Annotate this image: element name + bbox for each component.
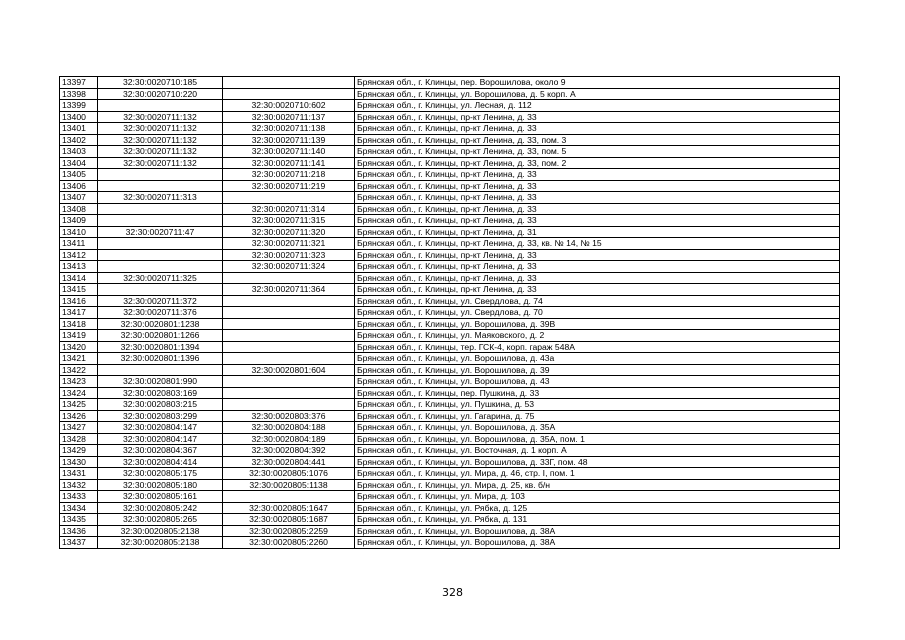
table-row <box>60 192 840 204</box>
table-row <box>60 514 840 526</box>
table-row <box>60 376 840 388</box>
object-cadastral-number-cell <box>223 353 355 365</box>
address-cell: Брянская обл., г. Клинцы, пр-кт Ленина, д. 33 <box>355 249 840 261</box>
row-number-cell: 13406 <box>60 180 98 192</box>
table-row <box>60 146 840 158</box>
object-cadastral-number-cell: 32:30:0020805:1647 <box>223 502 355 514</box>
table-row <box>60 330 840 342</box>
object-cadastral-number-cell <box>223 330 355 342</box>
address-cell: Брянская обл., г. Клинцы, ул. Ворошилова, д. 38А <box>355 525 840 537</box>
object-cadastral-number-cell: 32:30:0020801:604 <box>223 364 355 376</box>
cadastral-number-cell <box>98 169 223 181</box>
row-number-cell: 13400 <box>60 111 98 123</box>
table-row <box>60 387 840 399</box>
object-cadastral-number-cell: 32:30:0020805:2260 <box>223 537 355 549</box>
address-cell: Брянская обл., г. Клинцы, ул. Ворошилова, д. 39В <box>355 318 840 330</box>
object-cadastral-number-cell: 32:30:0020710:602 <box>223 100 355 112</box>
row-number-cell: 13422 <box>60 364 98 376</box>
row-number-cell: 13398 <box>60 88 98 100</box>
object-cadastral-number-cell: 32:30:0020711:364 <box>223 284 355 296</box>
address-cell: Брянская обл., г. Клинцы, ул. Ворошилова, д. 33Г, пом. 48 <box>355 456 840 468</box>
cadastral-number-cell <box>98 261 223 273</box>
address-cell: Брянская обл., г. Клинцы, пр-кт Ленина, д. 33 <box>355 215 840 227</box>
cadastral-number-cell <box>98 284 223 296</box>
cadastral-number-cell: 32:30:0020711:132 <box>98 123 223 135</box>
row-number-cell: 13403 <box>60 146 98 158</box>
table-row <box>60 479 840 491</box>
cadastral-number-cell: 32:30:0020805:175 <box>98 468 223 480</box>
cadastral-number-cell <box>98 249 223 261</box>
address-cell: Брянская обл., г. Клинцы, пр-кт Ленина, д. 33 <box>355 261 840 273</box>
address-cell: Брянская обл., г. Клинцы, пр-кт Ленина, д. 33 <box>355 169 840 181</box>
cadastral-number-cell: 32:30:0020711:376 <box>98 307 223 319</box>
cadastral-number-cell: 32:30:0020801:1394 <box>98 341 223 353</box>
row-number-cell: 13410 <box>60 226 98 238</box>
object-cadastral-number-cell <box>223 387 355 399</box>
row-number-cell: 13408 <box>60 203 98 215</box>
cadastral-number-cell: 32:30:0020711:313 <box>98 192 223 204</box>
table-row <box>60 100 840 112</box>
cadastral-number-cell: 32:30:0020805:2138 <box>98 525 223 537</box>
cadastral-number-cell: 32:30:0020805:161 <box>98 491 223 503</box>
address-cell: Брянская обл., г. Клинцы, пр-кт Ленина, д. 33 <box>355 284 840 296</box>
object-cadastral-number-cell: 32:30:0020805:1076 <box>223 468 355 480</box>
cadastral-number-cell: 32:30:0020803:169 <box>98 387 223 399</box>
cadastral-number-cell: 32:30:0020801:1238 <box>98 318 223 330</box>
table-row <box>60 180 840 192</box>
address-cell: Брянская обл., г. Клинцы, ул. Восточная, д. 1 корп. А <box>355 445 840 457</box>
table-row <box>60 353 840 365</box>
cadastral-number-cell: 32:30:0020803:215 <box>98 399 223 411</box>
table-row <box>60 410 840 422</box>
cadastral-number-cell: 32:30:0020711:132 <box>98 157 223 169</box>
cadastral-number-cell <box>98 215 223 227</box>
object-cadastral-number-cell: 32:30:0020804:189 <box>223 433 355 445</box>
object-cadastral-number-cell: 32:30:0020711:141 <box>223 157 355 169</box>
object-cadastral-number-cell: 32:30:0020805:1687 <box>223 514 355 526</box>
cadastral-number-cell: 32:30:0020804:367 <box>98 445 223 457</box>
row-number-cell: 13427 <box>60 422 98 434</box>
cadastral-number-cell <box>98 180 223 192</box>
object-cadastral-number-cell: 32:30:0020711:315 <box>223 215 355 227</box>
address-cell: Брянская обл., г. Клинцы, ул. Ворошилова, д. 39 <box>355 364 840 376</box>
object-cadastral-number-cell <box>223 77 355 89</box>
cadastral-number-cell: 32:30:0020710:220 <box>98 88 223 100</box>
table-row <box>60 433 840 445</box>
object-cadastral-number-cell <box>223 376 355 388</box>
address-cell: Брянская обл., г. Клинцы, пр-кт Ленина, д. 33, пом. 3 <box>355 134 840 146</box>
address-cell: Брянская обл., г. Клинцы, ул. Мира, д. 25, кв. б/н <box>355 479 840 491</box>
object-cadastral-number-cell: 32:30:0020711:218 <box>223 169 355 181</box>
table-row <box>60 226 840 238</box>
table-row <box>60 169 840 181</box>
address-cell: Брянская обл., г. Клинцы, ул. Рябка, д. 125 <box>355 502 840 514</box>
row-number-cell: 13411 <box>60 238 98 250</box>
table-row <box>60 341 840 353</box>
object-cadastral-number-cell <box>223 192 355 204</box>
cadastral-number-cell: 32:30:0020801:1396 <box>98 353 223 365</box>
object-cadastral-number-cell: 32:30:0020711:323 <box>223 249 355 261</box>
row-number-cell: 13429 <box>60 445 98 457</box>
table-row <box>60 284 840 296</box>
cadastral-number-cell: 32:30:0020805:2138 <box>98 537 223 549</box>
address-cell: Брянская обл., г. Клинцы, пр-кт Ленина, д. 33 <box>355 180 840 192</box>
cadastral-number-cell: 32:30:0020711:372 <box>98 295 223 307</box>
address-cell: Брянская обл., г. Клинцы, ул. Маяковского, д. 2 <box>355 330 840 342</box>
row-number-cell: 13432 <box>60 479 98 491</box>
table-row <box>60 537 840 549</box>
object-cadastral-number-cell: 32:30:0020804:392 <box>223 445 355 457</box>
address-cell: Брянская обл., г. Клинцы, ул. Мира, д. 103 <box>355 491 840 503</box>
address-cell: Брянская обл., г. Клинцы, пр-кт Ленина, д. 33 <box>355 123 840 135</box>
row-number-cell: 13428 <box>60 433 98 445</box>
cadastral-number-cell <box>98 364 223 376</box>
row-number-cell: 13402 <box>60 134 98 146</box>
table-row <box>60 525 840 537</box>
table-row <box>60 399 840 411</box>
address-cell: Брянская обл., г. Клинцы, тер. ГСК-4, корп. гараж 548А <box>355 341 840 353</box>
object-cadastral-number-cell: 32:30:0020803:376 <box>223 410 355 422</box>
address-cell: Брянская обл., г. Клинцы, пр-кт Ленина, д. 33, пом. 2 <box>355 157 840 169</box>
cadastral-number-cell: 32:30:0020710:185 <box>98 77 223 89</box>
address-cell: Брянская обл., г. Клинцы, ул. Ворошилова, д. 5 корп. А <box>355 88 840 100</box>
address-cell: Брянская обл., г. Клинцы, ул. Рябка, д. 131 <box>355 514 840 526</box>
address-cell: Брянская обл., г. Клинцы, пер. Ворошилова, около 9 <box>355 77 840 89</box>
cadastral-number-cell: 32:30:0020805:180 <box>98 479 223 491</box>
row-number-cell: 13413 <box>60 261 98 273</box>
address-cell: Брянская обл., г. Клинцы, ул. Мира, д. 46, стр. I, пом. 1 <box>355 468 840 480</box>
object-cadastral-number-cell <box>223 88 355 100</box>
cadastral-number-cell: 32:30:0020711:325 <box>98 272 223 284</box>
table-row <box>60 157 840 169</box>
address-cell: Брянская обл., г. Клинцы, ул. Свердлова, д. 74 <box>355 295 840 307</box>
cadastral-number-cell: 32:30:0020804:147 <box>98 422 223 434</box>
row-number-cell: 13418 <box>60 318 98 330</box>
table-row <box>60 318 840 330</box>
row-number-cell: 13401 <box>60 123 98 135</box>
cadastral-number-cell: 32:30:0020711:132 <box>98 111 223 123</box>
object-cadastral-number-cell <box>223 307 355 319</box>
table-row <box>60 88 840 100</box>
table-row <box>60 364 840 376</box>
cadastral-number-cell: 32:30:0020801:990 <box>98 376 223 388</box>
table-row <box>60 77 840 89</box>
registry-table <box>59 76 840 549</box>
object-cadastral-number-cell <box>223 272 355 284</box>
address-cell: Брянская обл., г. Клинцы, пр-кт Ленина, д. 33 <box>355 272 840 284</box>
table-row <box>60 272 840 284</box>
table-row <box>60 215 840 227</box>
cadastral-number-cell <box>98 100 223 112</box>
table-row <box>60 238 840 250</box>
cadastral-number-cell: 32:30:0020711:132 <box>98 134 223 146</box>
row-number-cell: 13417 <box>60 307 98 319</box>
address-cell: Брянская обл., г. Клинцы, ул. Лесная, д. 112 <box>355 100 840 112</box>
cadastral-number-cell: 32:30:0020801:1266 <box>98 330 223 342</box>
registry-table-body <box>60 77 840 549</box>
object-cadastral-number-cell: 32:30:0020711:314 <box>223 203 355 215</box>
object-cadastral-number-cell: 32:30:0020805:2259 <box>223 525 355 537</box>
cadastral-number-cell: 32:30:0020803:299 <box>98 410 223 422</box>
address-cell: Брянская обл., г. Клинцы, пр-кт Ленина, д. 33, кв. № 14, № 15 <box>355 238 840 250</box>
address-cell: Брянская обл., г. Клинцы, ул. Ворошилова, д. 43 <box>355 376 840 388</box>
object-cadastral-number-cell: 32:30:0020711:324 <box>223 261 355 273</box>
object-cadastral-number-cell: 32:30:0020711:320 <box>223 226 355 238</box>
object-cadastral-number-cell: 32:30:0020711:139 <box>223 134 355 146</box>
page-number: 328 <box>442 586 463 599</box>
address-cell: Брянская обл., г. Клинцы, ул. Ворошилова, д. 35А <box>355 422 840 434</box>
address-cell: Брянская обл., г. Клинцы, пр-кт Ленина, д. 31 <box>355 226 840 238</box>
object-cadastral-number-cell <box>223 318 355 330</box>
row-number-cell: 13414 <box>60 272 98 284</box>
address-cell: Брянская обл., г. Клинцы, ул. Ворошилова, д. 35А, пом. 1 <box>355 433 840 445</box>
row-number-cell: 13405 <box>60 169 98 181</box>
table-row <box>60 134 840 146</box>
table-row <box>60 123 840 135</box>
table-row <box>60 111 840 123</box>
row-number-cell: 13435 <box>60 514 98 526</box>
row-number-cell: 13399 <box>60 100 98 112</box>
cadastral-number-cell <box>98 238 223 250</box>
address-cell: Брянская обл., г. Клинцы, пр-кт Ленина, д. 33 <box>355 111 840 123</box>
table-row <box>60 445 840 457</box>
cadastral-number-cell: 32:30:0020804:147 <box>98 433 223 445</box>
row-number-cell: 13412 <box>60 249 98 261</box>
table-row <box>60 203 840 215</box>
address-cell: Брянская обл., г. Клинцы, пр-кт Ленина, д. 33, пом. 5 <box>355 146 840 158</box>
object-cadastral-number-cell: 32:30:0020805:1138 <box>223 479 355 491</box>
object-cadastral-number-cell: 32:30:0020711:140 <box>223 146 355 158</box>
object-cadastral-number-cell: 32:30:0020804:441 <box>223 456 355 468</box>
row-number-cell: 13424 <box>60 387 98 399</box>
table-row <box>60 502 840 514</box>
cadastral-number-cell: 32:30:0020711:47 <box>98 226 223 238</box>
object-cadastral-number-cell: 32:30:0020804:188 <box>223 422 355 434</box>
cadastral-number-cell: 32:30:0020805:265 <box>98 514 223 526</box>
object-cadastral-number-cell: 32:30:0020711:219 <box>223 180 355 192</box>
row-number-cell: 13409 <box>60 215 98 227</box>
table-row <box>60 491 840 503</box>
row-number-cell: 13404 <box>60 157 98 169</box>
row-number-cell: 13420 <box>60 341 98 353</box>
row-number-cell: 13425 <box>60 399 98 411</box>
cadastral-number-cell <box>98 203 223 215</box>
row-number-cell: 13430 <box>60 456 98 468</box>
address-cell: Брянская обл., г. Клинцы, пр-кт Ленина, д. 33 <box>355 192 840 204</box>
address-cell: Брянская обл., г. Клинцы, ул. Ворошилова, д. 38А <box>355 537 840 549</box>
table-row <box>60 307 840 319</box>
row-number-cell: 13436 <box>60 525 98 537</box>
row-number-cell: 13419 <box>60 330 98 342</box>
object-cadastral-number-cell <box>223 491 355 503</box>
row-number-cell: 13423 <box>60 376 98 388</box>
address-cell: Брянская обл., г. Клинцы, ул. Ворошилова, д. 43а <box>355 353 840 365</box>
table-row <box>60 422 840 434</box>
table-row <box>60 261 840 273</box>
object-cadastral-number-cell: 32:30:0020711:321 <box>223 238 355 250</box>
address-cell: Брянская обл., г. Клинцы, пр-кт Ленина, д. 33 <box>355 203 840 215</box>
row-number-cell: 13407 <box>60 192 98 204</box>
row-number-cell: 13421 <box>60 353 98 365</box>
table-row <box>60 456 840 468</box>
row-number-cell: 13416 <box>60 295 98 307</box>
object-cadastral-number-cell: 32:30:0020711:138 <box>223 123 355 135</box>
row-number-cell: 13415 <box>60 284 98 296</box>
row-number-cell: 13437 <box>60 537 98 549</box>
address-cell: Брянская обл., г. Клинцы, пер. Пушкина, д. 33 <box>355 387 840 399</box>
row-number-cell: 13426 <box>60 410 98 422</box>
table-row <box>60 468 840 480</box>
object-cadastral-number-cell <box>223 399 355 411</box>
row-number-cell: 13397 <box>60 77 98 89</box>
row-number-cell: 13431 <box>60 468 98 480</box>
cadastral-number-cell: 32:30:0020805:242 <box>98 502 223 514</box>
object-cadastral-number-cell: 32:30:0020711:137 <box>223 111 355 123</box>
row-number-cell: 13434 <box>60 502 98 514</box>
cadastral-number-cell: 32:30:0020804:414 <box>98 456 223 468</box>
row-number-cell: 13433 <box>60 491 98 503</box>
address-cell: Брянская обл., г. Клинцы, ул. Свердлова, д. 70 <box>355 307 840 319</box>
object-cadastral-number-cell <box>223 295 355 307</box>
object-cadastral-number-cell <box>223 341 355 353</box>
table-row <box>60 295 840 307</box>
table-row <box>60 249 840 261</box>
address-cell: Брянская обл., г. Клинцы, ул. Пушкина, д. 53 <box>355 399 840 411</box>
cadastral-number-cell: 32:30:0020711:132 <box>98 146 223 158</box>
address-cell: Брянская обл., г. Клинцы, ул. Гагарина, д. 75 <box>355 410 840 422</box>
